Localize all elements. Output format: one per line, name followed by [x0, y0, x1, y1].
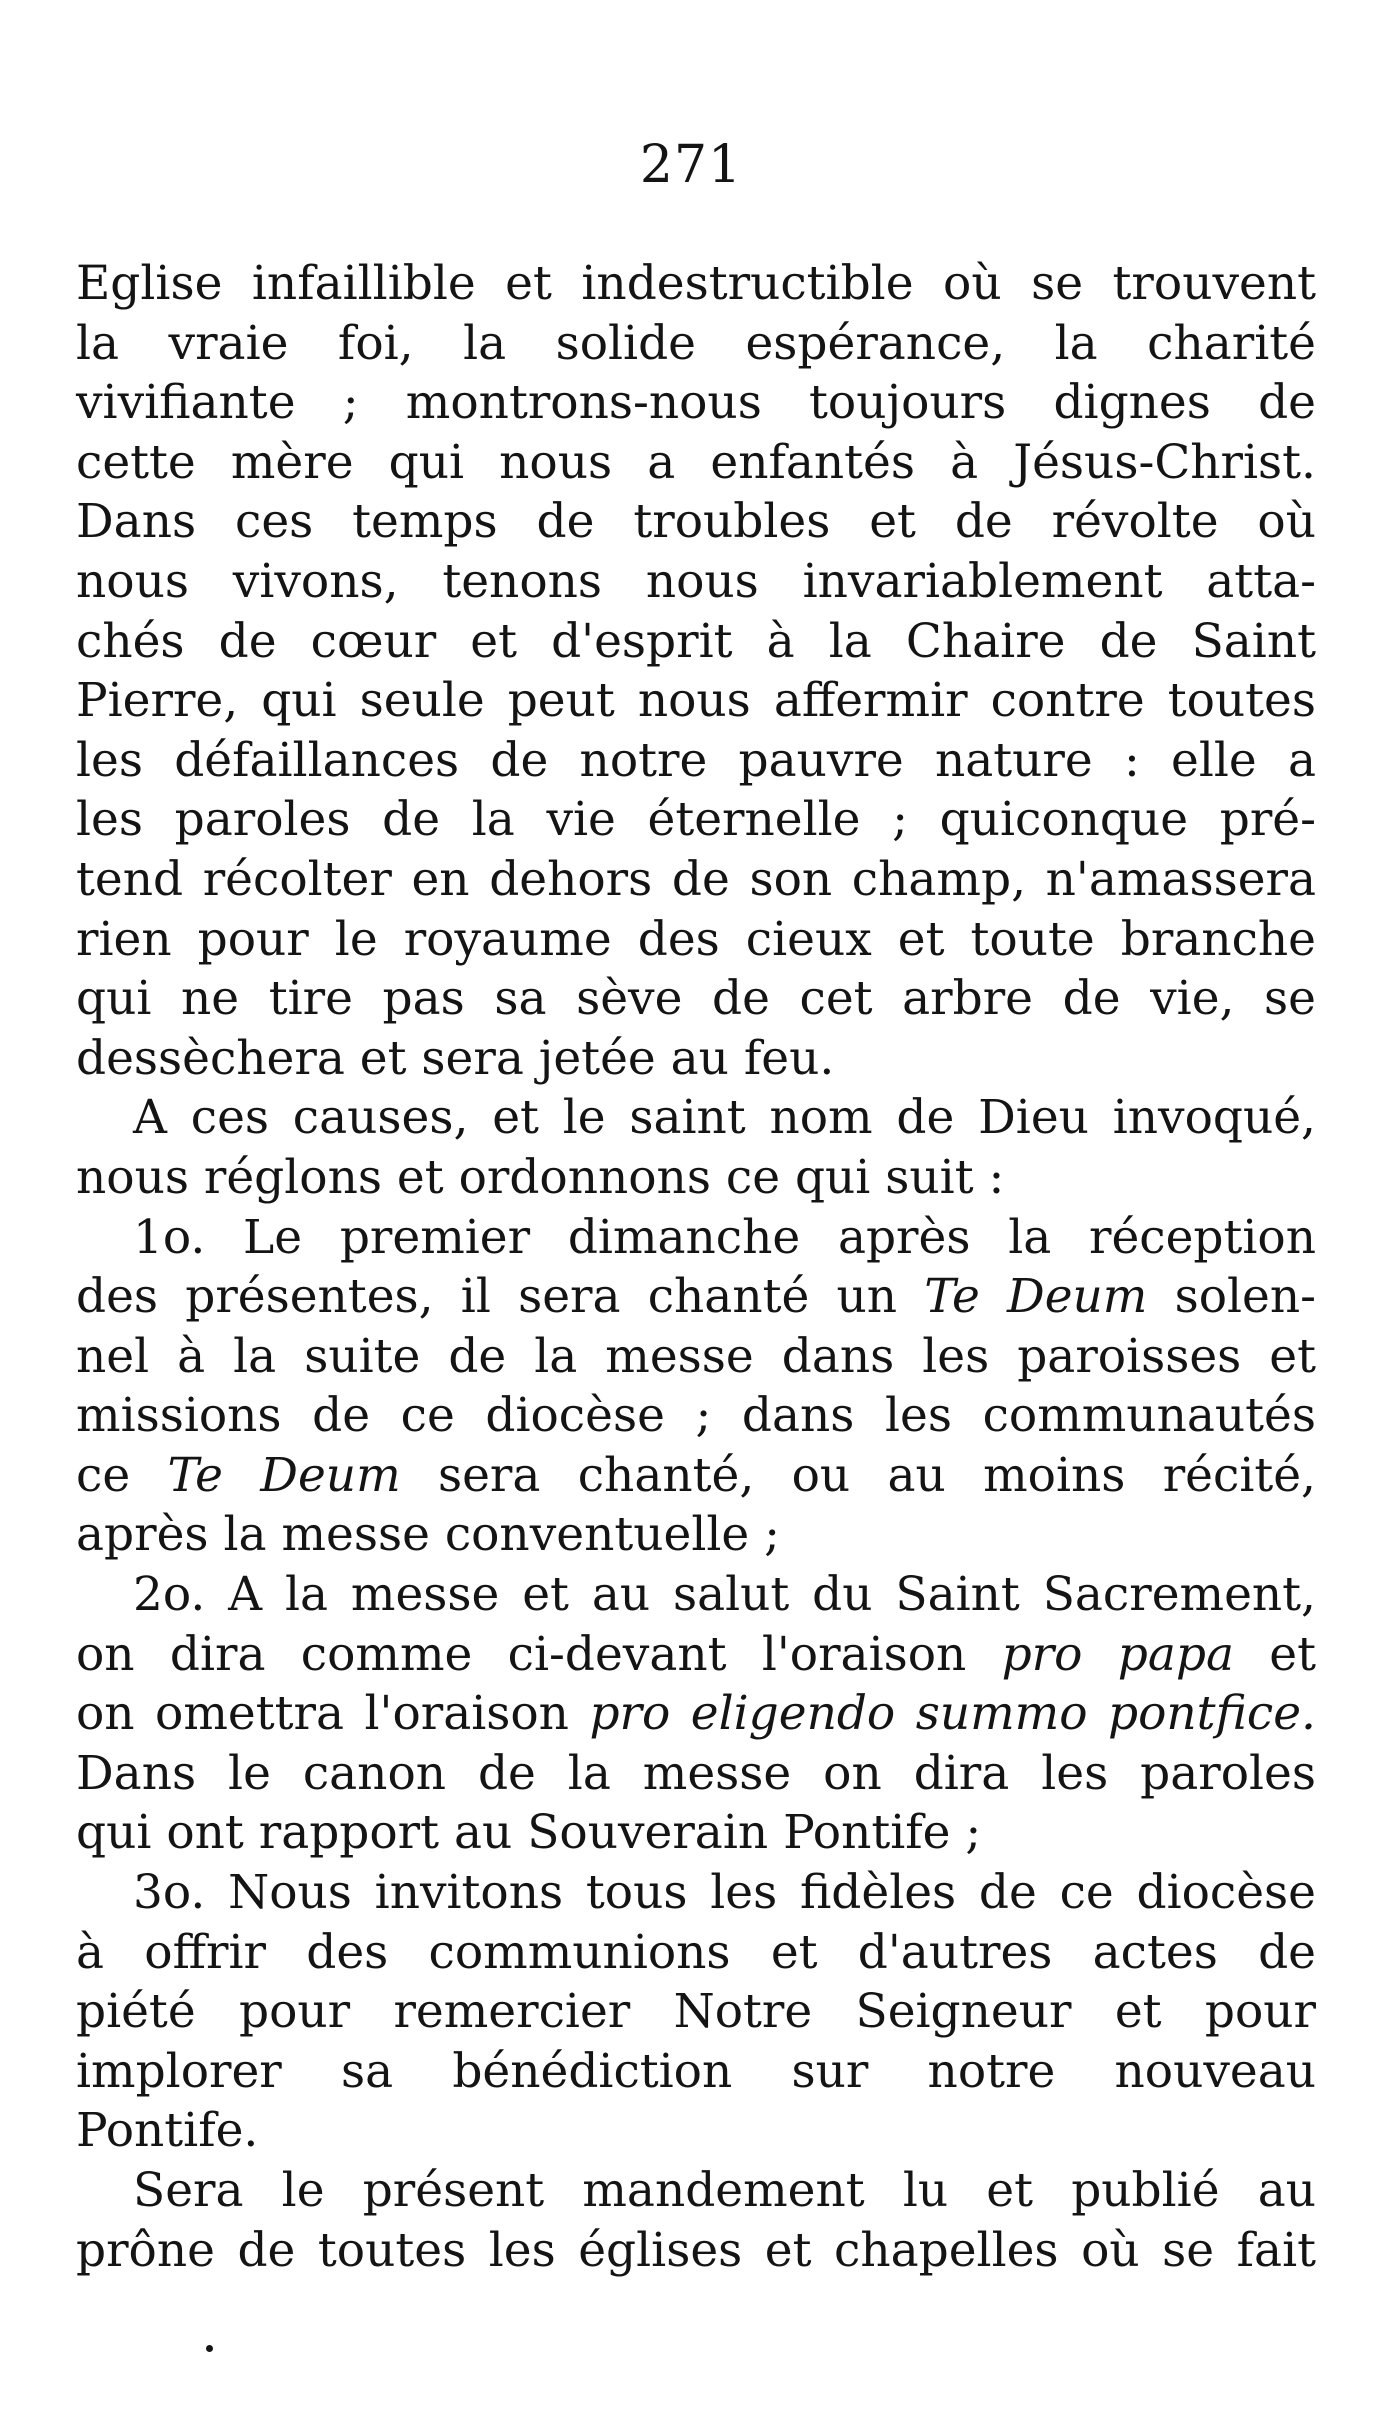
text-line [76, 1386, 1316, 1446]
text-line [76, 1923, 1316, 1983]
text-line [76, 1863, 1316, 1923]
text-line [76, 1208, 1316, 1268]
text-line [76, 373, 1316, 433]
text-line [76, 433, 1316, 493]
text-run: on dira comme ci-devant l'oraison [76, 1626, 1002, 1682]
text-line [76, 612, 1316, 672]
italic-text: Te Deum [167, 1447, 401, 1503]
text-run: nous réglons et ordonnons ce qui suit : [76, 1149, 1005, 1205]
text-run: implorer sa bénédiction sur notre nouveau [76, 2043, 1316, 2099]
text-line [76, 731, 1316, 791]
text-run: et [1233, 1626, 1316, 1682]
text-run: sera chanté, ou au moins récité, [400, 1447, 1316, 1503]
ink-speck [206, 2345, 213, 2352]
text-run: Pontife. [76, 2103, 259, 2159]
text-line [76, 1267, 1316, 1327]
text-run: les paroles de la vie éternelle ; quiconque pré- [76, 792, 1316, 848]
text-run: Eglise infaillible et indestructible où se trouvent [76, 256, 1316, 311]
text-line [76, 2221, 1316, 2281]
text-line [76, 1982, 1316, 2042]
text-run: 3o. Nous invitons tous les fidèles de ce diocèse [133, 1865, 1316, 1921]
body-text [76, 254, 1316, 2280]
text-line [76, 1505, 1316, 1565]
text-run: nous vivons, tenons nous invariablement atta- [76, 553, 1316, 609]
text-run: vivifiante ; montrons-nous toujours dignes de [76, 375, 1316, 431]
text-run: ce [76, 1447, 168, 1503]
text-run: solen- [1147, 1269, 1316, 1325]
italic-text: pro eligendo summo pontfice. [589, 1686, 1316, 1742]
italic-text: pro papa [1001, 1626, 1234, 1682]
text-run: cette mère qui nous a enfantés à Jésus-Christ. [76, 434, 1316, 490]
text-line [76, 790, 1316, 850]
text-line [76, 910, 1316, 970]
text-run: à offrir des communions et d'autres actes de [76, 1924, 1316, 1980]
text-run: les défaillances de notre pauvre nature : elle a [76, 732, 1316, 788]
text-run: nel à la suite de la messe dans les paroisses et [76, 1328, 1316, 1384]
text-run: piété pour remercier Notre Seigneur et pour [76, 1984, 1316, 2040]
text-line [76, 2042, 1316, 2102]
text-run: la vraie foi, la solide espérance, la charité [76, 315, 1316, 371]
text-run: Dans ces temps de troubles et de révolte où [76, 494, 1316, 550]
text-run: des présentes, il sera chanté un [76, 1269, 925, 1325]
text-run: après la messe conventuelle ; [76, 1507, 780, 1563]
italic-text: Te Deum [924, 1269, 1148, 1325]
text-run: missions de ce diocèse ; dans les communautés [76, 1388, 1316, 1444]
text-line [76, 314, 1316, 374]
text-line [76, 850, 1316, 910]
text-line [76, 1625, 1316, 1685]
text-run: A ces causes, et le saint nom de Dieu invoqué, [133, 1090, 1316, 1146]
text-line [76, 969, 1316, 1029]
text-line [76, 1565, 1316, 1625]
text-run: on omettra l'oraison [76, 1686, 590, 1742]
text-line [76, 1684, 1316, 1744]
text-line [76, 1446, 1316, 1506]
text-line [76, 1029, 1316, 1089]
text-run: prône de toutes les églises et chapelles où se fait [76, 2222, 1316, 2278]
text-line [76, 552, 1316, 612]
text-line [76, 1803, 1316, 1863]
text-run: Pierre, qui seule peut nous affermir contre toutes [76, 673, 1316, 729]
text-line [76, 1744, 1316, 1804]
text-line [76, 254, 1316, 314]
text-run: tend récolter en dehors de son champ, n'amassera [76, 851, 1316, 907]
text-line [76, 1148, 1316, 1208]
text-line [76, 492, 1316, 552]
text-run: qui ont rapport au Souverain Pontife ; [76, 1805, 982, 1861]
text-run: chés de cœur et d'esprit à la Chaire de Saint [76, 613, 1316, 669]
text-run: Dans le canon de la messe on dira les paroles [76, 1745, 1316, 1801]
text-line [76, 2101, 1316, 2161]
text-line [76, 1327, 1316, 1387]
text-run: 2o. A la messe et au salut du Saint Sacrement, [133, 1567, 1316, 1623]
text-run: Sera le présent mandement lu et publié au [133, 2163, 1316, 2218]
text-run: rien pour le royaume des cieux et toute branche [76, 911, 1316, 967]
text-run: dessèchera et sera jetée au feu. [76, 1030, 835, 1086]
page-number: 271 [639, 135, 743, 195]
text-line [76, 2161, 1316, 2221]
text-run: qui ne tire pas sa sève de cet arbre de vie, se [76, 971, 1316, 1027]
text-line [76, 1088, 1316, 1148]
text-line [76, 671, 1316, 731]
text-run: 1o. Le premier dimanche après la réception [133, 1209, 1316, 1265]
